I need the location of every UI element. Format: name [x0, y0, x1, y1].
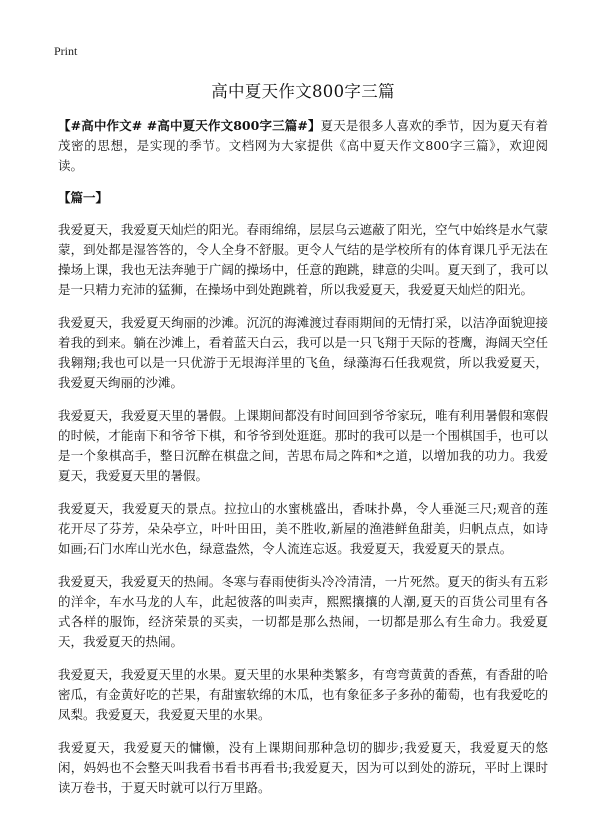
section-heading: 【篇一】	[58, 190, 109, 205]
body-paragraph: 我爱夏天，我爱夏天灿烂的阳光。春雨绵绵，层层乌云遮蔽了阳光，空气中始终是水气蒙蒙，到处都是湿答答的，令人全身不舒服。更令人气结的是学校所有的体育课几乎无法在操场上课，我也无法奔驰于广阔的操场中，任意的跑跳，肆意的尖叫。夏天到了，我可以是一只精力充沛的猛狮，在操场中到处跑跳着，所以我爱夏天，我爱夏天灿烂的阳光。	[58, 222, 548, 297]
body-paragraph: 我爱夏天，我爱夏天绚丽的沙滩。沉沉的海滩渡过春雨期间的无情打采，以洁净面貌迎接着我的到来。躺在沙滩上，看着蓝天白云，我可以是一只飞翔于天际的苍鹰，海阔天空任我翱翔;我也可以是一只优游于无垠海洋里的飞鱼，绿藻海石任我观赏，所以我爱夏天，我爱夏天绚丽的沙滩。	[58, 315, 548, 390]
intro-text: 夏天是很多人喜欢的季节，因为夏天有着茂密的思想，是实现的季节。文档网为大家提供《高中夏天作文800字三篇》，欢迎阅读。	[58, 118, 548, 173]
print-link[interactable]: Print	[54, 44, 78, 58]
body-paragraph: 我爱夏天，我爱夏天的慵懒，没有上课期间那种急切的脚步;我爱夏天，我爱夏天的悠闲，妈妈也不会整天叫我看书看书再看书;我爱夏天，因为可以到处的游玩，平时上课时读万卷书，于夏天时就可以行万里路。	[58, 740, 548, 795]
intro-paragraph	[58, 116, 548, 176]
body-paragraph: 我爱夏天，我爱夏天的热闹。冬寒与春雨使街头冷冷清清，一片死然。夏天的街头有五彩的洋伞，车水马龙的人车，此起彼落的叫卖声，熙熙攘攘的人潮,夏天的百货公司里有各式各样的服饰，经济荣景的买卖，一切都是那么热闹，一切都是那么有生命力。我爱夏天，我爱夏天的热闹。	[58, 574, 548, 649]
document-title: 高中夏天作文800字三篇	[211, 82, 395, 101]
body-paragraph: 我爱夏天，我爱夏天里的水果。夏天里的水果种类繁多，有弯弯黄黄的香蕉，有香甜的哈密瓜，有金黄好吃的芒果，有甜蜜软绵的木瓜，也有象征多子多孙的葡萄，也有我爱吃的凤梨。我爱夏天，我爱夏天里的水果。	[58, 667, 548, 722]
intro-tag: 【#高中作文# #高中夏天作文800字三篇#】	[58, 118, 321, 133]
document-body	[58, 78, 548, 811]
body-paragraph: 我爱夏天，我爱夏天里的暑假。上课期间都没有时间回到爷爷家玩，唯有利用暑假和寒假的时候，才能南下和爷爷下棋，和爷爷到处逛逛。那时的我可以是一个围棋国手，也可以是一个象棋高手，整日沉醉在棋盘之间，苦思布局之阵和*之道，以增加我的功力。我爱夏天，我爱夏天里的暑假。	[58, 408, 548, 483]
body-paragraph: 我爱夏天，我爱夏天的景点。拉拉山的水蜜桃盛出，香味扑鼻，令人垂涎三尺;观音的莲花开尽了芬芳，朵朵亭立，叶叶田田，美不胜收,新屋的渔港鲜鱼甜美，归帆点点，如诗如画;石门水库山光水色，绿意盎然，令人流连忘返。我爱夏天，我爱夏天的景点。	[58, 501, 548, 556]
